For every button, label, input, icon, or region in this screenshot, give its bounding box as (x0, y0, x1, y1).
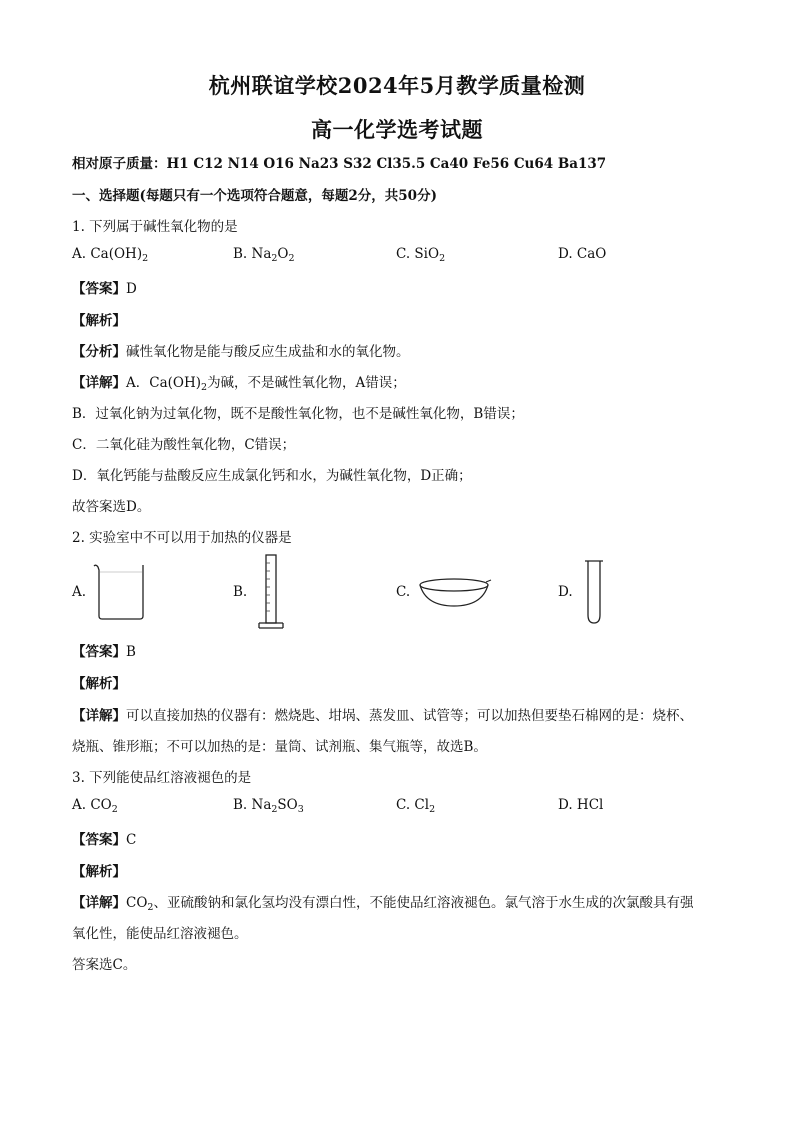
q1-detail-c: C．二氧化硅为酸性氧化物，C错误； (72, 437, 296, 453)
q3-option-d: D. HCl (558, 797, 604, 813)
q1-fenxi: 【分析】碱性氧化物是能与酸反应生成盐和水的氧化物。 (72, 344, 410, 360)
q2-option-c: C. (396, 584, 411, 600)
graduated-cylinder-icon (258, 553, 284, 631)
section-heading: 一、选择题(每题只有一个选项符合题意，每题2分，共50分) (72, 188, 437, 204)
q3-conclusion: 答案选C。 (72, 957, 137, 973)
q2-detail-line1: 【详解】可以直接加热的仪器有：燃烧匙、坩埚、蒸发皿、试管等；可以加热但要垫石棉网的是：烧杯、 (72, 708, 693, 724)
q2-detail-line2: 烧瓶、锥形瓶；不可以加热的是：量筒、试剂瓶、集气瓶等，故选B。 (72, 739, 487, 755)
q3-option-b: B. $Na_2SO_3$ (233, 797, 304, 815)
q3-option-a: A. $CO_2$ (72, 797, 118, 815)
q1-detail-a: 【详解】A．$Ca(OH)_2$为碱，不是碱性氧化物，A错误； (72, 375, 406, 393)
q1-stem: 1. 下列属于碱性氧化物的是 (72, 219, 238, 235)
exam-title: 杭州联谊学校2024年5月教学质量检测 (208, 73, 586, 98)
q3-answer: 【答案】C (72, 832, 137, 848)
q2-stem: 2. 实验室中不可以用于加热的仪器是 (72, 530, 292, 546)
test-tube-icon (584, 559, 604, 625)
q3-detail-line2: 氧化性，能使品红溶液褪色。 (72, 926, 248, 942)
q3-stem: 3. 下列能使品红溶液褪色的是 (72, 770, 252, 786)
q3-option-c: C. $Cl_2$ (396, 797, 436, 815)
q1-option-b: B. $Na_2O_2$ (233, 246, 295, 264)
q3-analysis-label: 【解析】 (72, 864, 126, 880)
q1-analysis-label: 【解析】 (72, 313, 126, 329)
q1-option-a: A. $Ca(OH)_2$ (72, 246, 149, 264)
q2-option-b: B. (233, 584, 248, 600)
q1-answer: 【答案】D (72, 281, 137, 297)
atomic-mass-line: 相对原子质量：H1 C12 N14 O16 Na23 S32 Cl35.5 Ca40 Fe56 Cu64 Ba137 (72, 156, 607, 172)
q1-detail-b: B．过氧化钠为过氧化物，既不是酸性氧化物，也不是碱性氧化物，B错误； (72, 406, 524, 422)
q2-option-a: A. (72, 584, 87, 600)
q2-answer: 【答案】B (72, 644, 136, 660)
q1-option-d: D. CaO (558, 246, 607, 262)
q2-option-d: D. (558, 584, 573, 600)
q1-detail-d: D．氧化钙能与盐酸反应生成氯化钙和水，为碱性氧化物，D正确； (72, 468, 472, 484)
q2-analysis-label: 【解析】 (72, 676, 126, 692)
exam-subtitle: 高一化学选考试题 (311, 117, 483, 142)
q1-conclusion: 故答案选D。 (72, 499, 151, 515)
q1-option-c: C. SiO$_2$ (396, 246, 446, 264)
beaker-icon (92, 562, 148, 622)
q3-detail-line1: 【详解】$CO_2$、亚硫酸钠和氯化氢均没有漂白性，不能使品红溶液褪色。氯气溶于水生成的次氯酸具有强 (72, 895, 694, 913)
evaporating-dish-icon (418, 576, 492, 610)
